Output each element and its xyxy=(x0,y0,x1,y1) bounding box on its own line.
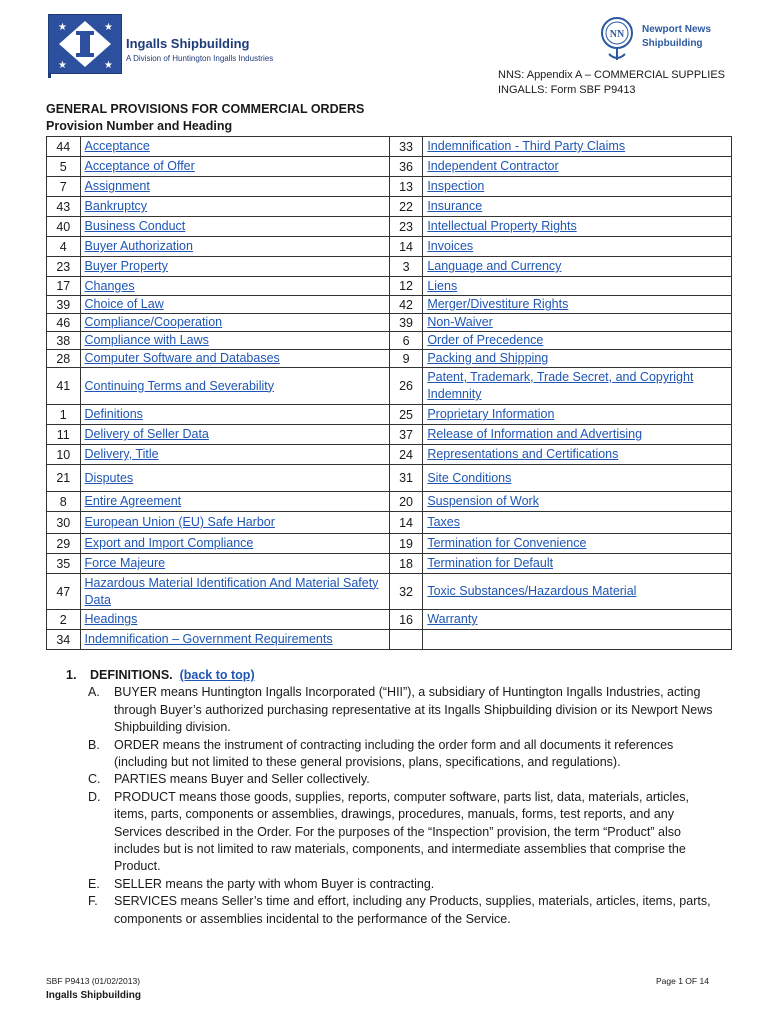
provision-link-right[interactable]: Release of Information and Advertising xyxy=(427,427,643,441)
provision-heading-cell xyxy=(80,257,389,277)
provisions-table xyxy=(46,136,732,650)
provision-number-left: 21 xyxy=(56,471,71,485)
provision-number-cell xyxy=(389,425,423,445)
provision-heading-cell xyxy=(80,217,389,237)
provision-number-right: 14 xyxy=(399,515,413,530)
provision-number-right: 33 xyxy=(399,139,413,154)
provision-heading-cell xyxy=(423,257,732,277)
provision-number-right: 20 xyxy=(399,494,413,509)
provision-number-cell xyxy=(47,425,81,445)
definition-item xyxy=(66,771,716,788)
provision-link-left[interactable]: Force Majeure xyxy=(84,556,166,570)
provision-number-cell xyxy=(47,368,81,405)
newport-news-logo xyxy=(596,14,736,68)
nn-name-line2: Shipbuilding xyxy=(642,38,703,49)
provision-number-cell xyxy=(47,137,81,157)
ingalls-company-name: Ingalls Shipbuilding xyxy=(126,36,250,51)
provisions-title: GENERAL PROVISIONS FOR COMMERCIAL ORDERS xyxy=(46,102,365,116)
provision-heading-cell xyxy=(423,314,732,332)
provision-heading-cell xyxy=(423,277,732,296)
definition-text: SERVICES means Seller’s time and effort, including any Products, supplies, materials, articles, items, parts, components or assemblies incidental to the performance of the Service. xyxy=(114,894,711,926)
provision-number-right: 26 xyxy=(399,379,413,393)
provision-row xyxy=(47,630,732,650)
provision-number-right: 6 xyxy=(402,333,410,348)
definition-text: SELLER means the party with whom Buyer is contracting. xyxy=(114,876,435,891)
provision-heading-cell xyxy=(423,237,732,257)
provision-number-cell xyxy=(47,350,81,368)
provision-number-cell xyxy=(389,492,423,512)
provision-number-right: 32 xyxy=(399,584,413,599)
provision-number-cell xyxy=(389,217,423,237)
provision-number-left: 35 xyxy=(56,556,71,571)
provision-number-right: 25 xyxy=(399,407,413,422)
provision-number-left: 43 xyxy=(56,199,71,214)
provision-heading-cell xyxy=(423,554,732,574)
section-number: 1. xyxy=(66,668,77,682)
definition-letter: A. xyxy=(88,685,100,700)
provision-row xyxy=(47,574,732,610)
provision-heading-cell xyxy=(80,465,389,492)
provision-number-cell xyxy=(47,157,81,177)
provision-row xyxy=(47,492,732,512)
provision-heading-cell xyxy=(423,296,732,314)
definition-item xyxy=(66,684,716,736)
provision-heading-cell xyxy=(423,405,732,425)
provision-heading-cell xyxy=(80,492,389,512)
provision-number-cell xyxy=(47,630,81,650)
nn-monogram: NN xyxy=(609,29,625,40)
provision-link-left[interactable]: Entire Agreement xyxy=(84,494,182,508)
provision-number-cell xyxy=(47,492,81,512)
provision-number-cell xyxy=(47,217,81,237)
provision-row xyxy=(47,197,732,217)
provision-number-left: 46 xyxy=(56,315,71,330)
provision-number-left: 8 xyxy=(59,494,67,509)
footer-page-number: Page 1 OF 14 xyxy=(656,976,709,986)
provision-number-right: 19 xyxy=(399,536,413,551)
provision-row xyxy=(47,296,732,314)
provision-link-left[interactable]: Acceptance of Offer xyxy=(84,159,195,173)
provision-number-right: 3 xyxy=(402,259,410,274)
provision-heading-cell xyxy=(423,368,732,405)
provision-row xyxy=(47,534,732,554)
provision-heading-cell xyxy=(80,534,389,554)
provision-link-left[interactable]: Buyer Authorization xyxy=(84,239,193,253)
provision-link-left[interactable]: Export and Import Compliance xyxy=(84,536,254,550)
provision-row xyxy=(47,610,732,630)
provision-number-cell xyxy=(47,465,81,492)
provision-link-right[interactable]: Proprietary Information xyxy=(427,407,555,421)
provision-number-cell xyxy=(47,177,81,197)
provision-heading-cell xyxy=(80,177,389,197)
provision-heading-cell xyxy=(80,445,389,465)
provision-heading-cell xyxy=(423,534,732,554)
provision-number-cell xyxy=(47,332,81,350)
provision-heading-cell xyxy=(80,574,389,610)
appendix-line-ingalls: INGALLS: Form SBF P9413 xyxy=(498,84,636,96)
definition-item xyxy=(66,737,716,772)
provision-link-right[interactable]: Non-Waiver xyxy=(427,315,493,329)
svg-text:★: ★ xyxy=(58,60,67,71)
appendix-line-nns: NNS: Appendix A – COMMERCIAL SUPPLIES xyxy=(498,69,726,81)
provision-number-right: 42 xyxy=(399,297,413,312)
provision-row xyxy=(47,277,732,296)
provision-link-left[interactable]: Delivery, Title xyxy=(84,447,159,461)
provision-link-right[interactable]: Site Conditions xyxy=(427,470,512,485)
provision-number-right: 16 xyxy=(399,612,413,627)
provision-number-left: 41 xyxy=(56,379,71,393)
provision-heading-cell xyxy=(80,332,389,350)
provision-number-cell xyxy=(389,257,423,277)
provision-link-left[interactable]: Buyer Property xyxy=(84,259,168,273)
provision-heading-cell xyxy=(80,425,389,445)
provision-link-right[interactable]: Suspension of Work xyxy=(427,494,539,508)
provision-row xyxy=(47,445,732,465)
provision-number-cell xyxy=(389,157,423,177)
provision-number-cell xyxy=(389,368,423,405)
definition-text: ORDER means the instrument of contracting including the order form and all documents it references (including but not limited to these general provisions, plans, specifications, and regulations). xyxy=(114,737,674,770)
provision-heading-cell xyxy=(80,157,389,177)
provision-number-cell xyxy=(47,574,81,610)
provision-link-right[interactable]: Invoices xyxy=(427,239,474,253)
provision-link-right[interactable]: Taxes xyxy=(427,515,460,529)
provision-number-left: 28 xyxy=(56,351,71,366)
provision-number-left: 44 xyxy=(56,139,71,154)
provision-link-left[interactable]: Continuing Terms and Severability xyxy=(84,378,274,393)
provision-link-right[interactable]: Order of Precedence xyxy=(427,333,544,347)
provision-link-right[interactable]: Warranty xyxy=(427,612,478,626)
provision-link-right[interactable]: Termination for Convenience xyxy=(427,536,587,550)
provision-number-cell xyxy=(47,237,81,257)
provision-heading-cell xyxy=(423,332,732,350)
provision-number-right: 36 xyxy=(399,159,413,174)
definition-text: PARTIES means Buyer and Seller collectively. xyxy=(114,772,370,787)
provision-heading-cell xyxy=(423,445,732,465)
provision-number-cell xyxy=(47,445,81,465)
provision-number-cell xyxy=(389,534,423,554)
provision-heading-cell xyxy=(423,197,732,217)
provision-number-right: 9 xyxy=(402,351,410,366)
svg-text:★: ★ xyxy=(104,22,113,33)
provision-number-right: 24 xyxy=(399,447,413,462)
definition-item xyxy=(66,789,716,876)
provision-row xyxy=(47,405,732,425)
provision-number-cell xyxy=(389,137,423,157)
provision-row xyxy=(47,157,732,177)
provision-number-right: 22 xyxy=(399,199,413,214)
provision-number-cell xyxy=(389,512,423,534)
provision-number-cell xyxy=(47,257,81,277)
provision-link-right[interactable]: Independent Contractor xyxy=(427,159,559,173)
provision-link-left[interactable]: Changes xyxy=(84,278,135,293)
provision-number-right: 13 xyxy=(399,179,413,194)
definition-item xyxy=(66,876,716,893)
provision-number-right: 23 xyxy=(399,219,413,234)
definitions-section xyxy=(66,667,716,928)
provision-number-cell xyxy=(389,350,423,368)
provision-number-left: 10 xyxy=(56,447,71,462)
provision-link-left[interactable]: Compliance with Laws xyxy=(84,333,209,347)
provision-number-left: 7 xyxy=(59,179,67,194)
svg-text:★: ★ xyxy=(104,60,113,71)
provision-link-left[interactable]: Indemnification – Government Requirements xyxy=(84,632,333,646)
provision-number-left: 47 xyxy=(56,584,71,599)
provision-link-left[interactable]: Acceptance xyxy=(84,139,150,153)
provision-heading-cell xyxy=(423,610,732,630)
provision-heading-cell xyxy=(423,492,732,512)
footer-form-id: SBF P9413 (01/02/2013) xyxy=(46,976,141,986)
provision-link-left[interactable]: European Union (EU) Safe Harbor xyxy=(84,515,275,529)
provision-row xyxy=(47,368,732,405)
provision-number-left: 17 xyxy=(56,279,71,293)
definition-letter: B. xyxy=(88,737,100,752)
provision-number-left: 2 xyxy=(59,612,67,627)
definition-item xyxy=(66,893,716,928)
provision-number-cell xyxy=(389,610,423,630)
provision-heading-cell xyxy=(80,610,389,630)
provision-number-cell xyxy=(47,554,81,574)
provision-number-cell xyxy=(47,405,81,425)
provision-link-right[interactable]: Merger/Divestiture Rights xyxy=(427,297,569,311)
provision-link-right[interactable]: Language and Currency xyxy=(427,259,562,273)
provision-heading-cell xyxy=(80,512,389,534)
footer-company: Ingalls Shipbuilding xyxy=(46,990,141,1001)
provision-number-right: 18 xyxy=(399,556,413,571)
provision-heading-cell xyxy=(80,197,389,217)
provision-heading-cell xyxy=(423,217,732,237)
nn-name-line1: Newport News xyxy=(642,24,711,35)
provision-link-left[interactable]: Assignment xyxy=(84,179,150,193)
provision-heading-cell xyxy=(80,405,389,425)
provision-link-right[interactable]: Intellectual Property Rights xyxy=(427,219,577,233)
ingalls-division-text: A Division of Huntington Ingalls Industries xyxy=(126,54,274,63)
provisions-subtitle: Provision Number and Heading xyxy=(46,119,233,133)
provision-number-cell xyxy=(389,277,423,296)
ingalls-logo xyxy=(48,14,288,78)
provision-link-right[interactable]: Inspection xyxy=(427,179,485,193)
provision-heading-cell xyxy=(423,512,732,534)
provision-number-right: 37 xyxy=(399,427,413,442)
provision-heading-cell xyxy=(423,137,732,157)
provision-link-left[interactable]: Definitions xyxy=(84,407,143,421)
provision-number-right: 14 xyxy=(399,239,413,254)
provision-number-cell xyxy=(389,554,423,574)
provision-number-left: 29 xyxy=(56,536,71,551)
provision-row xyxy=(47,137,732,157)
definitions-heading xyxy=(66,667,716,684)
provision-number-left: 30 xyxy=(56,515,71,530)
ingalls-flag-icon xyxy=(48,14,122,74)
provision-link-right[interactable]: Patent, Trademark, Trade Secret, and Copyright Indemnity xyxy=(427,370,694,401)
provision-number-right: 39 xyxy=(399,315,413,330)
provision-link-left[interactable]: Delivery of Seller Data xyxy=(84,427,209,441)
provision-heading-cell xyxy=(80,314,389,332)
provision-number-cell xyxy=(389,465,423,492)
provision-heading-cell xyxy=(80,296,389,314)
provision-number-left: 11 xyxy=(56,427,70,442)
svg-text:★: ★ xyxy=(58,22,67,33)
definition-letter: F. xyxy=(88,894,98,909)
provision-number-left: 1 xyxy=(59,407,67,422)
definition-letter: C. xyxy=(88,772,101,787)
provision-row xyxy=(47,177,732,197)
provision-number-right: 12 xyxy=(399,279,413,293)
provision-number-left: 23 xyxy=(56,259,71,274)
provision-row xyxy=(47,512,732,534)
provision-number-cell xyxy=(47,512,81,534)
provision-row xyxy=(47,465,732,492)
provision-number-cell xyxy=(389,237,423,257)
provision-heading-cell xyxy=(80,277,389,296)
provision-heading-cell xyxy=(423,350,732,368)
provision-row xyxy=(47,237,732,257)
provision-link-right[interactable]: Toxic Substances/Hazardous Material xyxy=(427,584,637,598)
provision-row xyxy=(47,332,732,350)
definition-text: BUYER means Huntington Ingalls Incorporated (“HII”), a subsidiary of Huntington Ingalls Industries, acting through Buyer’s authorized purchasing representative at its Ingalls Shipbuilding division or its Newport News Shipbuilding division. xyxy=(114,685,713,735)
provision-link-right[interactable]: Termination for Default xyxy=(427,556,554,570)
provision-row xyxy=(47,257,732,277)
provision-number-left: 4 xyxy=(59,239,67,254)
provision-link-right[interactable]: Packing and Shipping xyxy=(427,351,549,365)
provision-heading-cell xyxy=(423,465,732,492)
provision-row xyxy=(47,425,732,445)
provision-number-cell xyxy=(47,314,81,332)
provision-link-left[interactable]: Business Conduct xyxy=(84,219,186,233)
provision-link-right[interactable]: Liens xyxy=(427,278,458,293)
provision-heading-cell xyxy=(80,237,389,257)
appendix-reference xyxy=(498,68,725,98)
provision-number-cell xyxy=(389,197,423,217)
provision-number-left: 34 xyxy=(56,632,71,647)
provision-link-left[interactable]: Choice of Law xyxy=(84,297,164,311)
provision-heading-cell xyxy=(80,554,389,574)
provision-row xyxy=(47,554,732,574)
provision-link-left[interactable]: Headings xyxy=(84,612,138,626)
provision-number-cell xyxy=(389,314,423,332)
section-heading: DEFINITIONS. xyxy=(90,668,173,682)
provision-number-cell xyxy=(47,534,81,554)
provision-heading-cell xyxy=(423,177,732,197)
provision-link-left[interactable]: Bankruptcy xyxy=(84,199,148,213)
provision-link-left[interactable]: Compliance/Cooperation xyxy=(84,315,223,329)
provision-heading-cell xyxy=(80,350,389,368)
provision-row xyxy=(47,217,732,237)
provision-heading-cell xyxy=(80,137,389,157)
provision-heading-cell xyxy=(423,157,732,177)
provision-number-cell xyxy=(389,332,423,350)
provision-heading-cell xyxy=(423,574,732,610)
provision-number-left: 5 xyxy=(59,159,67,174)
provision-number-cell xyxy=(389,574,423,610)
provision-link-left[interactable]: Hazardous Material Identification And Material Safety Data xyxy=(84,575,379,607)
provision-number-left: 40 xyxy=(56,219,71,234)
nn-anchor-badge-icon xyxy=(598,16,636,62)
provision-number-cell xyxy=(389,296,423,314)
provision-number-cell xyxy=(389,630,423,650)
provision-row xyxy=(47,350,732,368)
back-to-top-link[interactable]: (back to top) xyxy=(179,668,255,682)
provision-number-cell xyxy=(47,277,81,296)
provision-number-right: 31 xyxy=(399,471,413,485)
provision-number-cell xyxy=(389,405,423,425)
provision-link-left[interactable]: Computer Software and Databases xyxy=(84,351,280,365)
provision-heading-cell xyxy=(423,425,732,445)
provision-heading-cell xyxy=(80,368,389,405)
provision-heading-cell xyxy=(423,630,732,650)
definition-text: PRODUCT means those goods, supplies, reports, computer software, parts list, data, materials, articles, items, parts, components or assemblies, drawings, procedures, manuals, forms, test reports, and any Services described in the Order. For the purposes of the “Inspection” provision, the term “Product” also includes but is not limited to raw materials, components, and intermediate assemblies that comprise the Product. xyxy=(114,789,689,874)
provision-link-right[interactable]: Insurance xyxy=(427,199,483,213)
provision-link-right[interactable]: Representations and Certifications xyxy=(427,447,619,461)
provision-number-cell xyxy=(389,445,423,465)
provision-number-cell xyxy=(389,177,423,197)
provision-heading-cell xyxy=(80,630,389,650)
provision-number-left: 39 xyxy=(56,297,71,312)
provision-link-right[interactable]: Indemnification - Third Party Claims xyxy=(427,139,626,153)
provision-number-left: 38 xyxy=(56,333,71,348)
definition-letter: D. xyxy=(88,789,101,804)
provision-number-cell xyxy=(47,197,81,217)
definition-letter: E. xyxy=(88,876,100,891)
provision-row xyxy=(47,314,732,332)
provision-number-cell xyxy=(47,296,81,314)
provision-link-left[interactable]: Disputes xyxy=(84,470,134,485)
provision-number-cell xyxy=(47,610,81,630)
